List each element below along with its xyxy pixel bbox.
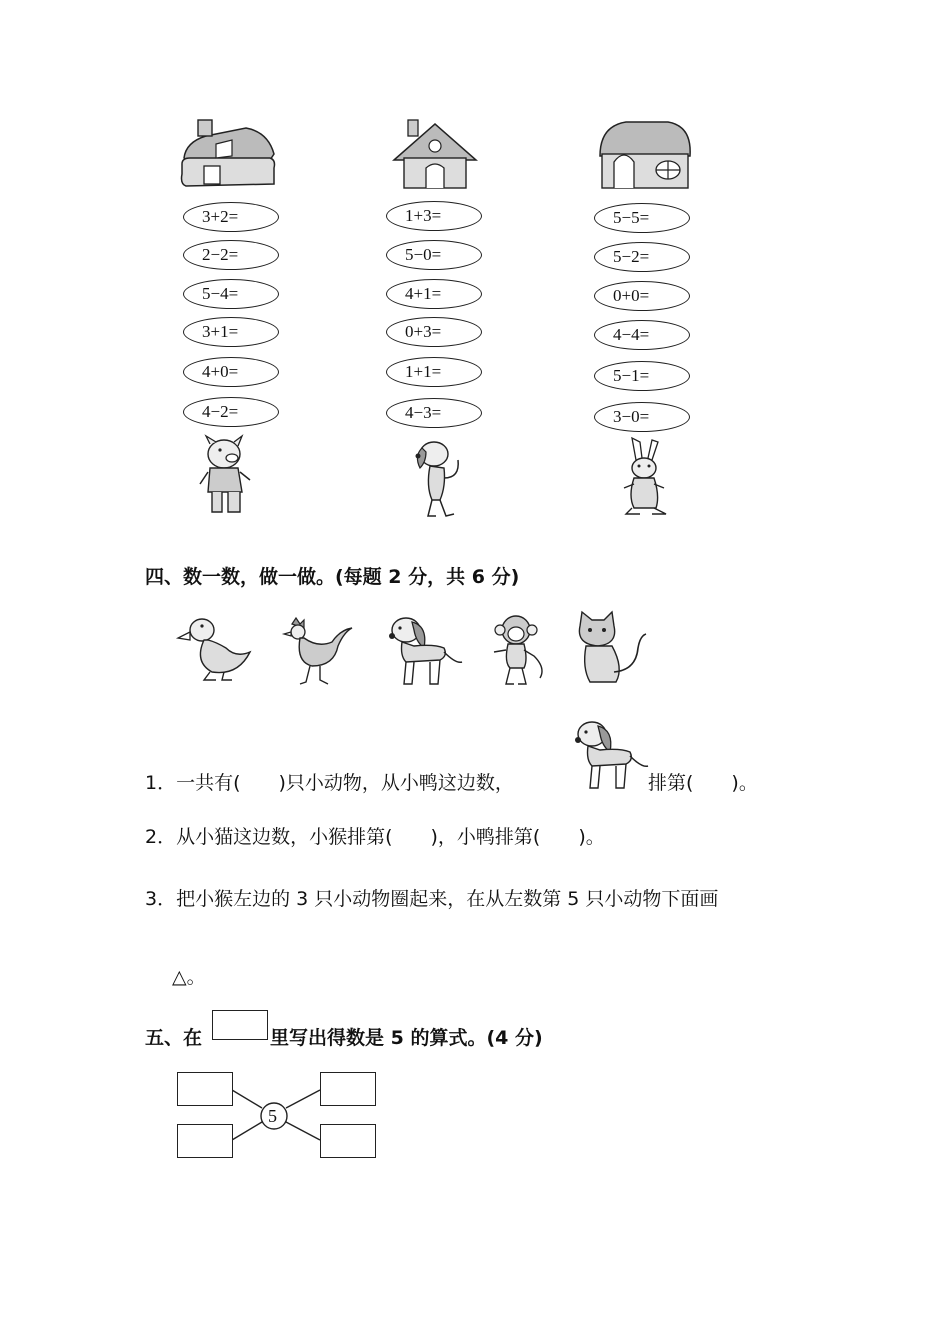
equation-text: 0+3= (405, 322, 442, 341)
question-3: 3．把小猴左边的 3 只小动物圈起来，在从左数第 5 只小动物下面画 (145, 888, 719, 910)
equation-text: 5−5= (613, 208, 650, 227)
question-3-continuation: △。 (172, 966, 206, 988)
equation-text: 2−2= (202, 245, 239, 264)
answer-box-top-left[interactable] (177, 1072, 233, 1106)
equation-text: 0+0= (613, 286, 650, 305)
equation-text: 4+1= (405, 284, 442, 303)
question-1-part1: 1．一共有( )只小动物，从小鸭这边数， (145, 772, 514, 794)
equation-text: 5−1= (613, 366, 650, 385)
question-2: 2．从小猫这边数，小猴排第( )，小鸭排第( )。 (145, 826, 605, 848)
section-4-heading: 四、数一数，做一做。(每题 2 分，共 6 分) (145, 566, 520, 588)
equation-text: 4−3= (405, 403, 442, 422)
answer-box-top-right[interactable] (320, 1072, 376, 1106)
equation-text: 3+1= (202, 322, 239, 341)
equation-text: 3+2= (202, 207, 239, 226)
center-number: 5 (268, 1106, 277, 1126)
equation-text: 5−2= (613, 247, 650, 266)
section-5-heading-part1: 五、在 (145, 1027, 203, 1049)
equation-text: 5−4= (202, 284, 239, 303)
equation-text: 3−0= (613, 407, 650, 426)
equation-text: 4−4= (613, 325, 650, 344)
section-5-heading-part2: 里写出得数是 5 的算式。(4 分) (270, 1027, 543, 1049)
equation-text: 5−0= (405, 245, 442, 264)
equation-text: 1+3= (405, 206, 442, 225)
answer-box-bottom-left[interactable] (177, 1124, 233, 1158)
equation-text: 1+1= (405, 362, 442, 381)
equation-text: 4+0= (202, 362, 239, 381)
question-1-part2: 排第( )。 (648, 772, 758, 794)
answer-box-bottom-right[interactable] (320, 1124, 376, 1158)
equation-text: 4−2= (202, 402, 239, 421)
